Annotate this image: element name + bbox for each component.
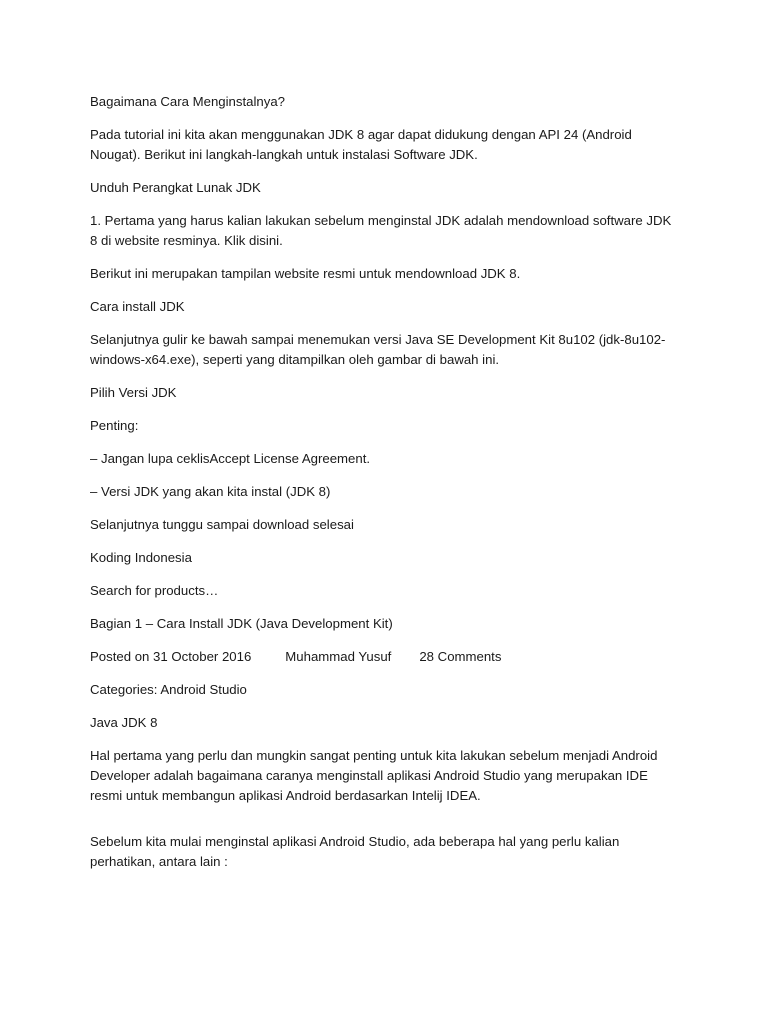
- website-note: Berikut ini merupakan tampilan website resmi untuk mendownload JDK 8.: [90, 266, 521, 281]
- step-1-paragraph: 1. Pertama yang harus kalian lakukan sebelum menginstal JDK adalah mendownload software JDK 8 di website resminya. Klik disini.: [90, 213, 672, 248]
- caption-version: Pilih Versi JDK: [90, 385, 177, 400]
- heading-install: Bagaimana Cara Menginstalnya?: [90, 94, 285, 109]
- important-label: Penting:: [90, 418, 139, 433]
- post-meta: [90, 647, 680, 667]
- categories: Categories: Android Studio: [90, 682, 247, 697]
- scroll-note: Selanjutnya gulir ke bawah sampai menemukan versi Java SE Development Kit 8u102 (jdk-8u102-windows-x64.exe), seperti yang ditampilkan oleh gambar di bawah ini.: [90, 332, 666, 367]
- search-text: Search for products…: [90, 583, 219, 598]
- bullet-license: – Jangan lupa ceklisAccept License Agreement.: [90, 451, 371, 466]
- body-paragraph: Hal pertama yang perlu dan mungkin sangat penting untuk kita lakukan sebelum menjadi Android Developer adalah bagaimana caranya menginstall aplikasi Android Studio yang merupakan IDE resmi untuk membangun aplikasi Android berdasarkan Intelij IDEA.: [90, 748, 658, 803]
- post-author: Muhammad Yusuf: [285, 649, 392, 664]
- heading-download: Unduh Perangkat Lunak JDK: [90, 180, 261, 195]
- caption-install: Cara install JDK: [90, 299, 185, 314]
- posted-on: Posted on 31 October 2016: [90, 649, 252, 664]
- wait-note: Selanjutnya tunggu sampai download selesai: [90, 517, 354, 532]
- tag: Java JDK 8: [90, 715, 158, 730]
- site-name: Koding Indonesia: [90, 550, 192, 565]
- bullet-version: – Versi JDK yang akan kita instal (JDK 8): [90, 484, 331, 499]
- intro-paragraph: Pada tutorial ini kita akan menggunakan JDK 8 agar dapat didukung dengan API 24 (Android Nougat). Berikut ini langkah-langkah untuk instalasi Software JDK.: [90, 127, 632, 162]
- comments-count: 28 Comments: [419, 649, 502, 664]
- article-title: Bagian 1 – Cara Install JDK (Java Development Kit): [90, 616, 393, 631]
- document-page: [90, 92, 680, 885]
- closing-paragraph: Sebelum kita mulai menginstal aplikasi Android Studio, ada beberapa hal yang perlu kalian perhatikan, antara lain :: [90, 834, 620, 869]
